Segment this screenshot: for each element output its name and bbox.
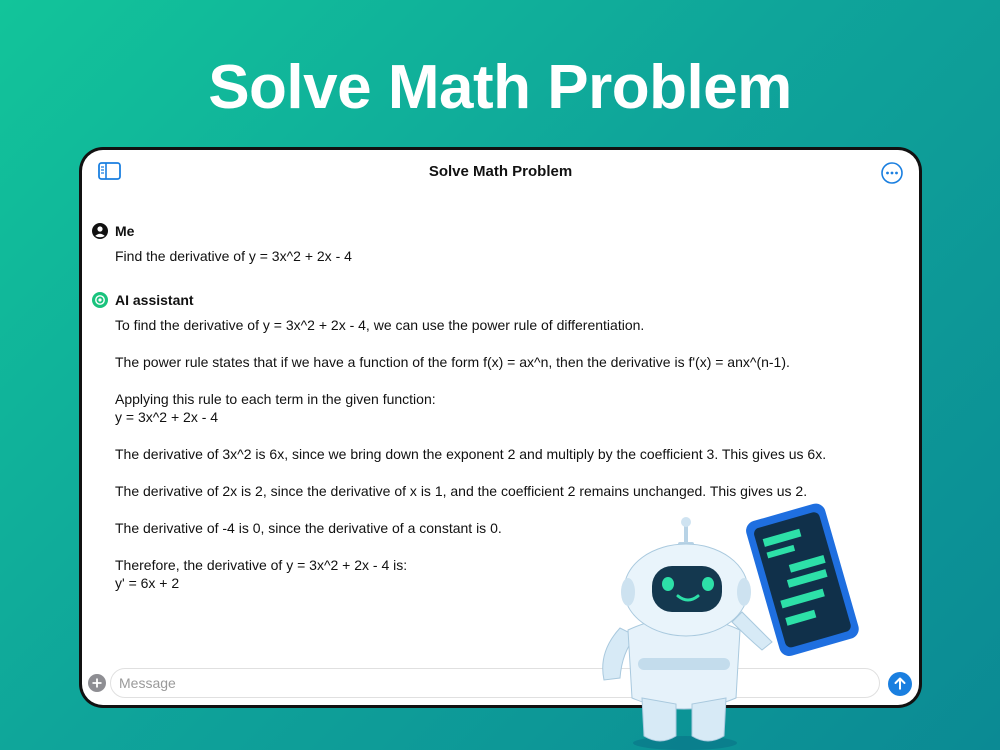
assistant-name: AI assistant bbox=[115, 292, 194, 308]
navigation-bar bbox=[82, 150, 919, 194]
assistant-paragraph: The derivative of 3x^2 is 6x, since we bring down the exponent 2 and multiply by the coefficient 3. This gives us 6x. bbox=[115, 446, 827, 462]
robot-mascot-illustration bbox=[580, 500, 870, 750]
assistant-paragraph: The derivative of -4 is 0, since the derivative of a constant is 0. bbox=[115, 520, 502, 536]
arrow-up-icon bbox=[888, 672, 912, 696]
user-message bbox=[92, 222, 899, 265]
add-attachment-button[interactable] bbox=[88, 674, 106, 692]
assistant-paragraph: Applying this rule to each term in the given function: y = 3x^2 + 2x - 4 bbox=[115, 391, 436, 425]
assistant-paragraph: The derivative of 2x is 2, since the derivative of x is 1, and the coefficient 2 remains unchanged. This gives us 2. bbox=[115, 483, 808, 499]
more-options-button[interactable] bbox=[880, 161, 904, 185]
more-options-icon bbox=[880, 161, 904, 185]
plus-icon bbox=[88, 674, 106, 692]
assistant-paragraph: The power rule states that if we have a function of the form f(x) = ax^n, then the derivative is f'(x) = anx^(n-1). bbox=[115, 354, 790, 370]
user-name: Me bbox=[115, 223, 135, 239]
assistant-logo-icon bbox=[92, 292, 108, 308]
send-button[interactable] bbox=[888, 672, 912, 696]
user-sender bbox=[92, 222, 899, 240]
assistant-paragraph: Therefore, the derivative of y = 3x^2 + 2x - 4 is: y' = 6x + 2 bbox=[115, 557, 408, 591]
assistant-paragraph: To find the derivative of y = 3x^2 + 2x - 4, we can use the power rule of differentiation. bbox=[115, 317, 645, 333]
user-message-text: Find the derivative of y = 3x^2 + 2x - 4 bbox=[115, 248, 352, 264]
hero-title: Solve Math Problem bbox=[208, 53, 792, 122]
conversation-title: Solve Math Problem bbox=[428, 163, 573, 180]
assistant-sender bbox=[92, 291, 899, 309]
person-icon bbox=[92, 223, 108, 239]
